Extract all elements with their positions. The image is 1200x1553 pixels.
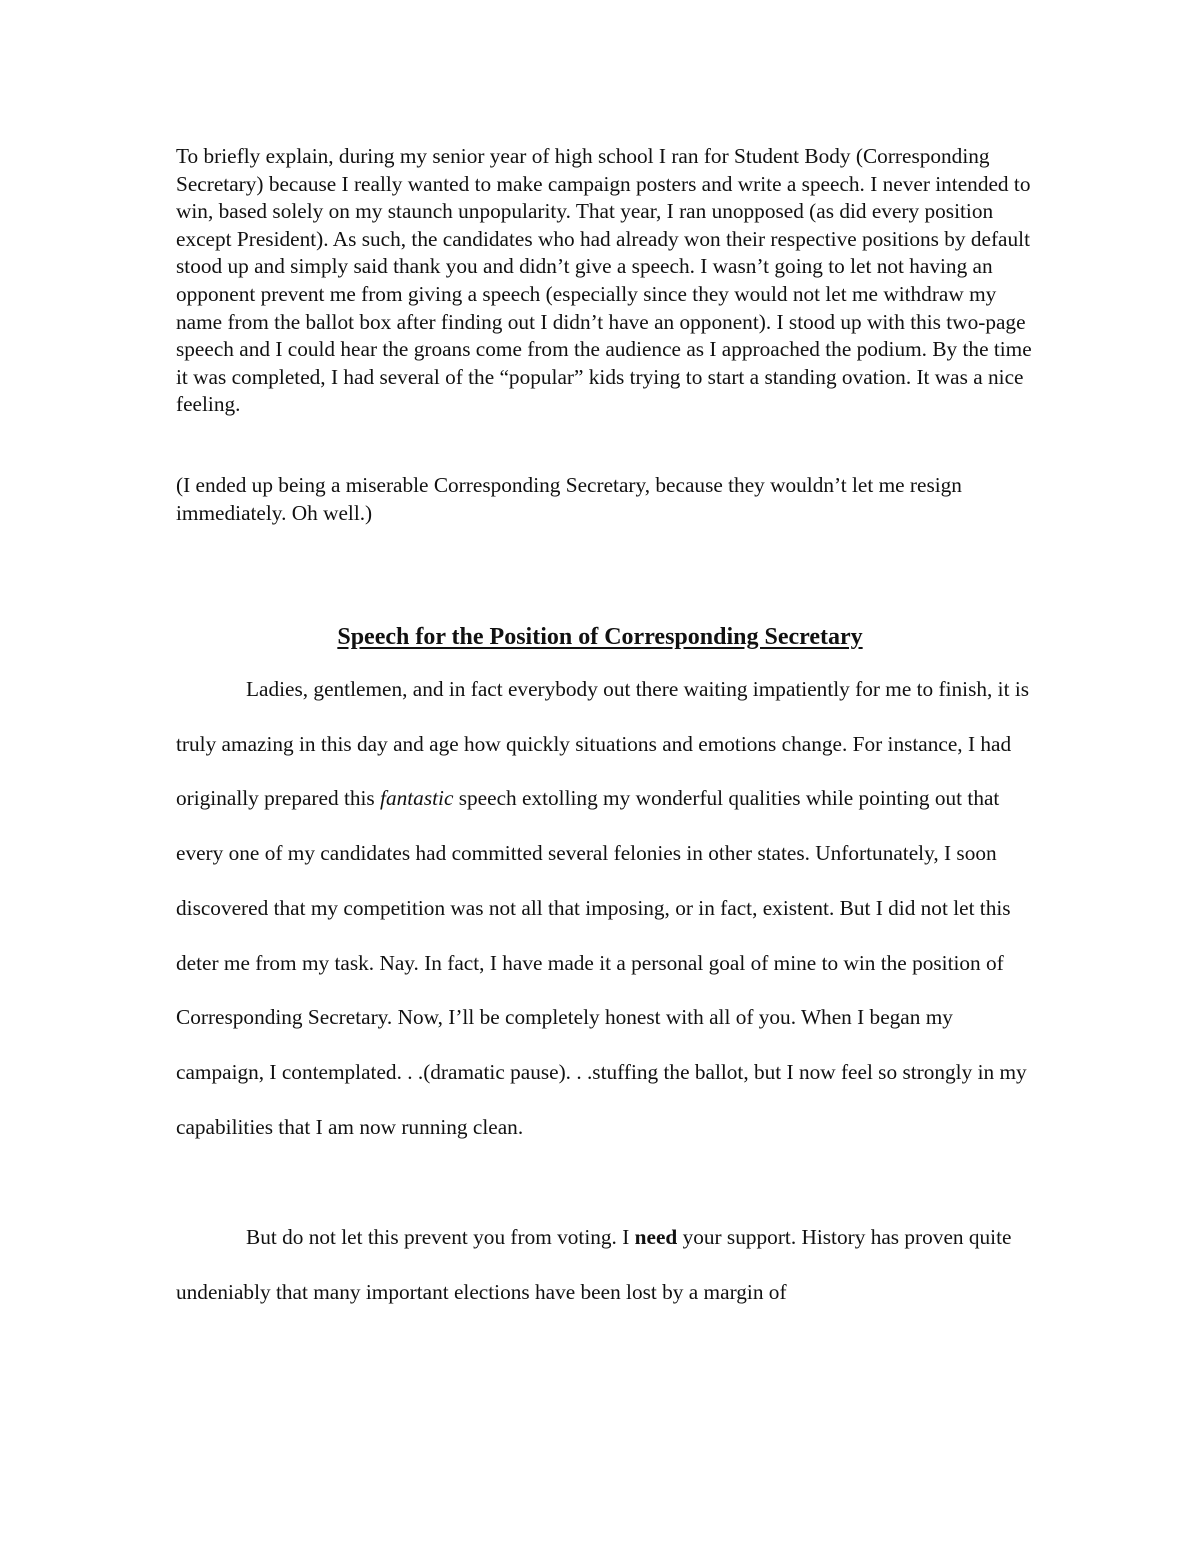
speech-title [0, 621, 1200, 653]
aside-paragraph: (I ended up being a miserable Corresponding Secretary, because they wouldn’t let me resign immediately. Oh well.) [176, 473, 962, 525]
intro-paragraph [176, 143, 1036, 419]
speech-p2-text-a: But do not let this prevent you from voting. I [246, 1225, 635, 1249]
speech-title-text: Speech for the Position of Corresponding Secretary [337, 624, 863, 650]
speech-paragraph-2 [176, 1210, 1036, 1319]
speech-paragraph-1 [176, 662, 1036, 1154]
speech-p2-strong: need [634, 1225, 678, 1249]
intro-text: To briefly explain, during my senior year of high school I ran for Student Body (Corresponding Secretary) because I really wanted to make campaign posters and write a speech. I never intended to win, based solely on my staunch unpopularity. That year, I ran unopposed (as did every position except President). As such, the candidates who had already won their respective positions by default stood up and simply said thank you and didn’t give a speech. I wasn’t going to let not having an opponent prevent me from giving a speech (especially since they would not let me withdraw my name from the ballot box after finding out I didn’t have an opponent). I stood up with this two-page speech and I could hear the groans come from the audience as I approached the podium. By the time it was completed, I had several of the “popular” kids trying to start a standing ovation. It was a nice feeling. [176, 144, 1032, 417]
speech-p1-text-a: Ladies, gentlemen, and in fact everybody out there waiting impatiently for me to finish, it is truly amazing in this day and age how quickly situations and emotions change. For instance, I had originally prepared this [176, 677, 1030, 811]
speech-p2-text-b: your support. History has proven quite undeniably that many important elections have been lost by a margin of [176, 1225, 1012, 1304]
speech-p1-text-b: speech extolling my wonderful qualities while pointing out that every one of my candidates had committed several felonies in other states. Unfortunately, I soon discovered that my competition was not all that imposing, or in fact, existent. But I did not let this deter me from my task. Nay. In fact, I have made it a personal goal of mine to win the position of Corresponding Secretary. Now, I’ll be completely honest with all of you. When I began my campaign, I contemplated. . .(dramatic pause). . .stuffing the ballot, but I now feel so strongly in my capabilities that I am now running clean. [176, 786, 1027, 1139]
speech-p1-emphasis: fantastic [380, 786, 454, 811]
